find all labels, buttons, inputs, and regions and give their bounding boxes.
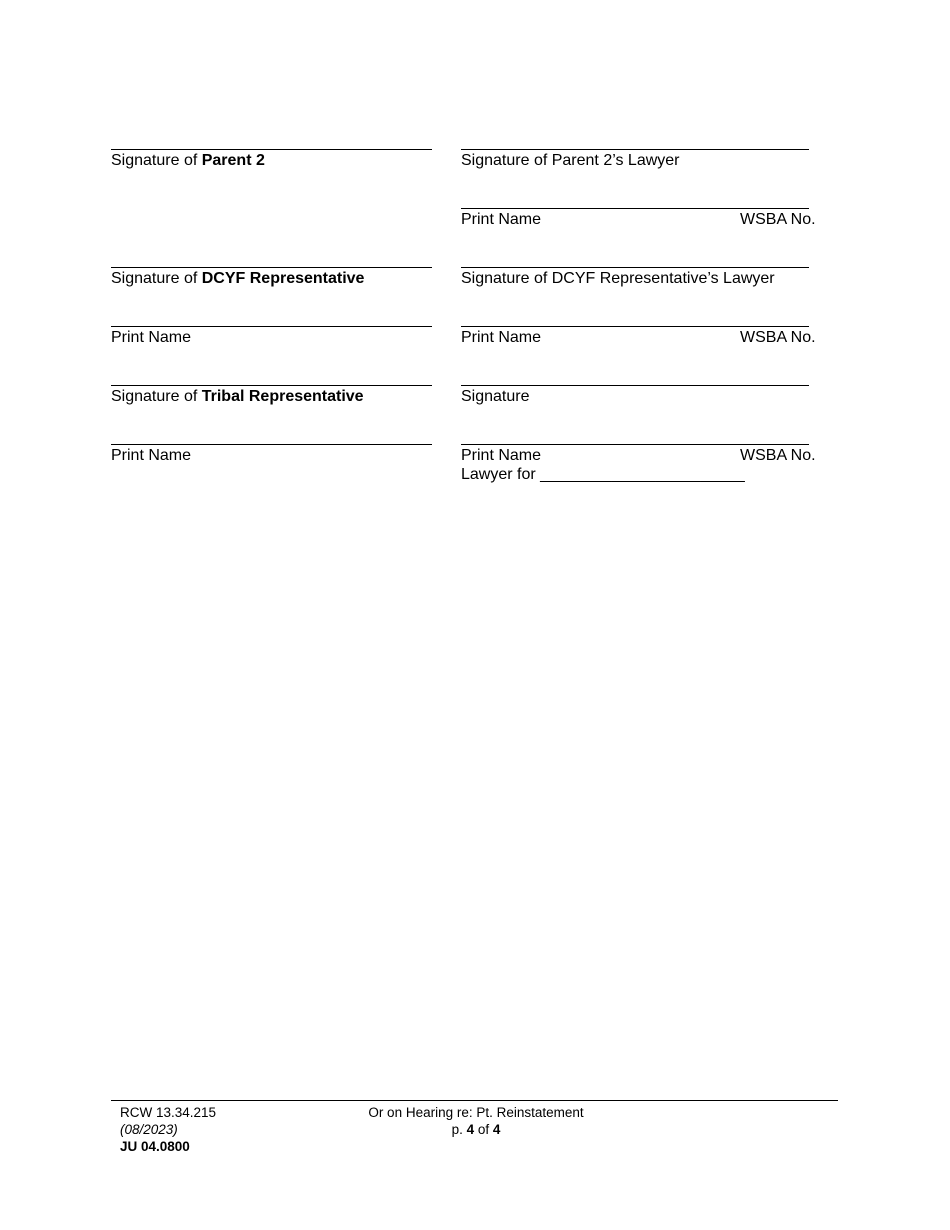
footer-form-number: JU 04.0800 (120, 1139, 190, 1154)
lawyer-for-field[interactable]: Lawyer for _______________________ (461, 466, 745, 483)
other-lawyer-signature-line[interactable] (461, 385, 809, 386)
label-bold: Tribal Representative (201, 388, 364, 405)
dcyf-lawyer-signature-line[interactable] (461, 267, 809, 268)
parent2-lawyer-print-name-line[interactable] (461, 208, 809, 209)
wsba-label: WSBA No. (740, 329, 816, 346)
page-total: 4 (492, 1122, 501, 1137)
dcyf-lawyer-signature-label: Signature of DCYF Representative’s Lawyer (461, 270, 775, 287)
tribal-signature-line[interactable] (111, 385, 432, 386)
label-bold: Parent 2 (201, 152, 265, 169)
dcyf-signature-label (111, 269, 364, 288)
footer-page-number (326, 1121, 626, 1138)
page-current: 4 (466, 1122, 475, 1137)
dcyf-signature-line[interactable] (111, 267, 432, 268)
parent2-lawyer-signature-label: Signature of Parent 2’s Lawyer (461, 152, 680, 169)
parent2-signature-label (111, 151, 265, 170)
parent2-lawyer-signature-line[interactable] (461, 149, 809, 150)
label-prefix: Signature of (111, 388, 202, 405)
label-prefix: Signature of (111, 152, 202, 169)
tribal-print-name-line[interactable] (111, 444, 432, 445)
print-name-label: Print Name (111, 329, 192, 346)
parent2-signature-line[interactable] (111, 149, 432, 150)
label-bold: DCYF Representative (201, 270, 365, 287)
other-lawyer-print-name-line[interactable] (461, 444, 809, 445)
label-prefix: Signature of (111, 270, 202, 287)
signature-label: Signature (461, 388, 530, 405)
dcyf-lawyer-print-name-line[interactable] (461, 326, 809, 327)
footer-date: (08/2023) (120, 1122, 178, 1137)
wsba-label: WSBA No. (740, 447, 816, 464)
dcyf-print-name-line[interactable] (111, 326, 432, 327)
print-name-label: Print Name (461, 447, 542, 464)
footer-title: Or on Hearing re: Pt. Reinstatement (368, 1105, 584, 1120)
print-name-label: Print Name (461, 211, 542, 228)
print-name-label: Print Name (461, 329, 542, 346)
page-prefix: p. (451, 1122, 467, 1137)
footer-divider (111, 1100, 838, 1101)
footer-rcw: RCW 13.34.215 (120, 1105, 217, 1120)
print-name-label: Print Name (111, 447, 192, 464)
wsba-label: WSBA No. (740, 211, 816, 228)
page-of: of (474, 1122, 493, 1137)
tribal-signature-label (111, 387, 364, 406)
